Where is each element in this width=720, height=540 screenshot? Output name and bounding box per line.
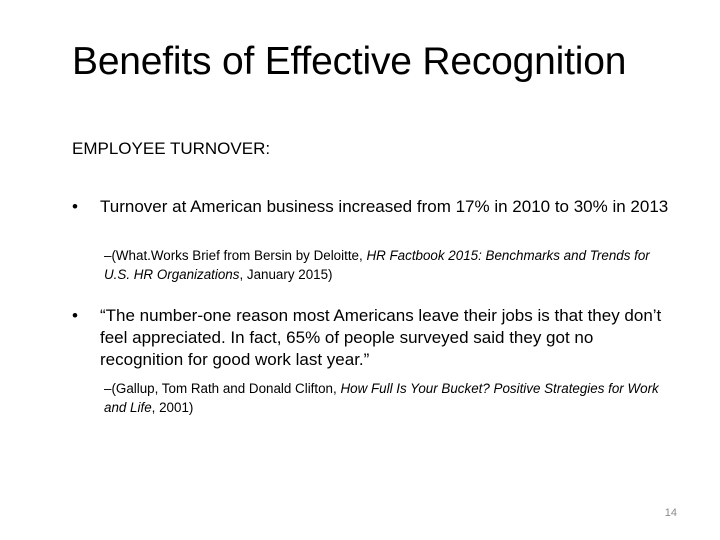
citation-bersin — [104, 246, 678, 284]
section-heading: EMPLOYEE TURNOVER: — [72, 139, 271, 158]
bullet-item-quote — [72, 305, 672, 371]
bullet-marker: • — [72, 306, 78, 325]
bullet-text: Turnover at American business increased from 17% in 2010 to 30% in 2013 — [100, 197, 669, 216]
citation-suffix: , 2001) — [151, 400, 194, 415]
citation-prefix: –(Gallup, Tom Rath and Donald Clifton, — [104, 381, 341, 396]
bullet-item-turnover — [72, 196, 672, 218]
citation-suffix: , January 2015) — [239, 267, 333, 282]
citation-prefix: –(What.Works Brief from Bersin by Deloitte, — [104, 248, 367, 263]
citation-gallup — [104, 379, 678, 417]
slide-title: Benefits of Effective Recognition — [72, 40, 627, 83]
citation-title: How Full Is Your Bucket? Positive Strategies for Work and Life — [104, 381, 659, 415]
bullet-text: “The number-one reason most Americans leave their jobs is that they don’t feel appreciated. In fact, 65% of people surveyed said they got no recognition for good work last year.” — [100, 306, 662, 369]
page-number: 14 — [664, 507, 677, 519]
bullet-marker: • — [72, 197, 78, 216]
citation-title: HR Factbook 2015: Benchmarks and Trends for U.S. HR Organizations — [104, 248, 650, 282]
